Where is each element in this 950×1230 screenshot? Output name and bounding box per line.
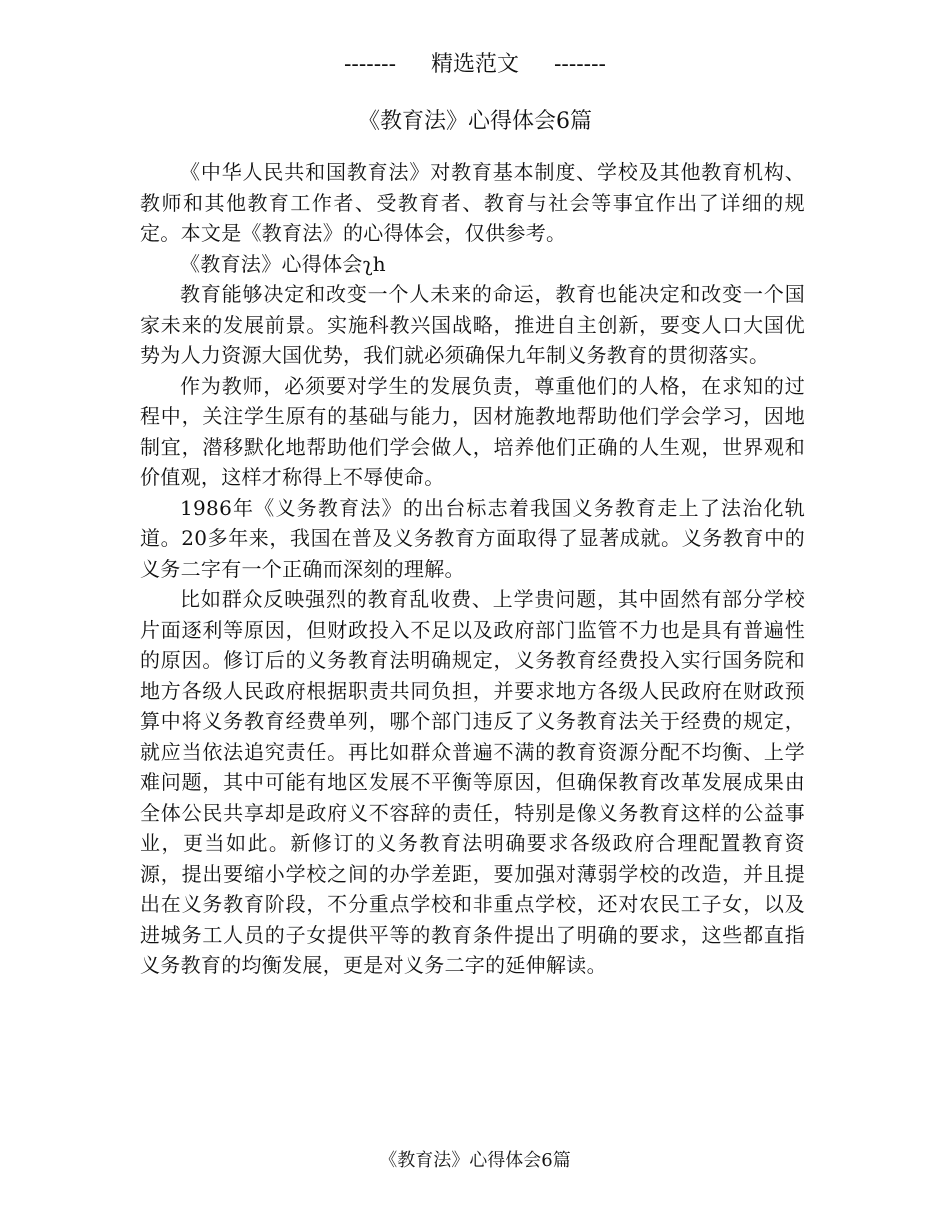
paragraph: 比如群众反映强烈的教育乱收费、上学贵问题，其中固然有部分学校片面逐利等原因，但财政投入不足以及政府部门监管不力也是具有普遍性的原因。修订后的义务教育法明确规定，义务教育经费投入实行国务院和地方各级人民政府根据职责共同负担，并要求地方各级人民政府在财政预算中将义务教育经费单列，哪个部门违反了义务教育法关于经费的规定，就应当依法追究责任。再比如群众普遍不满的教育资源分配不均衡、上学难问题，其中可能有地区发展不平衡等原因，但确保教育改革发展成果由全体公民共享却是政府义不容辞的责任，特别是像义务教育这样的公益事业，更当如此。新修订的义务教育法明确要求各级政府合理配置教育资源，提出要缩小学校之间的办学差距，要加强对薄弱学校的改造，并且提出在义务教育阶段，不分重点学校和非重点学校，还对农民工子女，以及进城务工人员的子女提供平等的教育条件提出了明确的要求，这些都直指义务教育的均衡发展，更是对义务二字的延伸解读。	[140, 587, 805, 977]
paragraph: 教育能够决定和改变一个人未来的命运，教育也能决定和改变一个国家未来的发展前景。实施科教兴国战略，推进自主创新，要变人口大国优势为人力资源大国优势，我们就必须确保九年制义务教育的贯彻落实。	[140, 282, 805, 367]
page-footer: 《教育法》心得体会6篇	[379, 1150, 571, 1171]
section-heading: 《教育法》心得体会ʅh	[180, 251, 386, 276]
paragraph-intro: 《中华人民共和国教育法》对教育基本制度、学校及其他教育机构、教师和其他教育工作者、受教育者、教育与社会等事宜作出了详细的规定。本文是《教育法》的心得体会，仅供参考。	[140, 160, 805, 245]
page-header: ------- 精选范文 -------	[343, 52, 606, 77]
document-body	[140, 157, 805, 981]
paragraph: 作为教师，必须要对学生的发展负责，尊重他们的人格，在求知的过程中，关注学生原有的基础与能力，因材施教地帮助他们学会学习，因地制宜，潜移默化地帮助他们学会做人，培养他们正确的人生观，世界观和价值观，这样才称得上不辱使命。	[140, 373, 805, 489]
document-title: 《教育法》心得体会6篇	[358, 109, 592, 134]
paragraph: 1986年《义务教育法》的出台标志着我国义务教育走上了法治化轨道。20多年来，我国在普及义务教育方面取得了显著成就。义务教育中的义务二字有一个正确而深刻的理解。	[140, 495, 805, 581]
